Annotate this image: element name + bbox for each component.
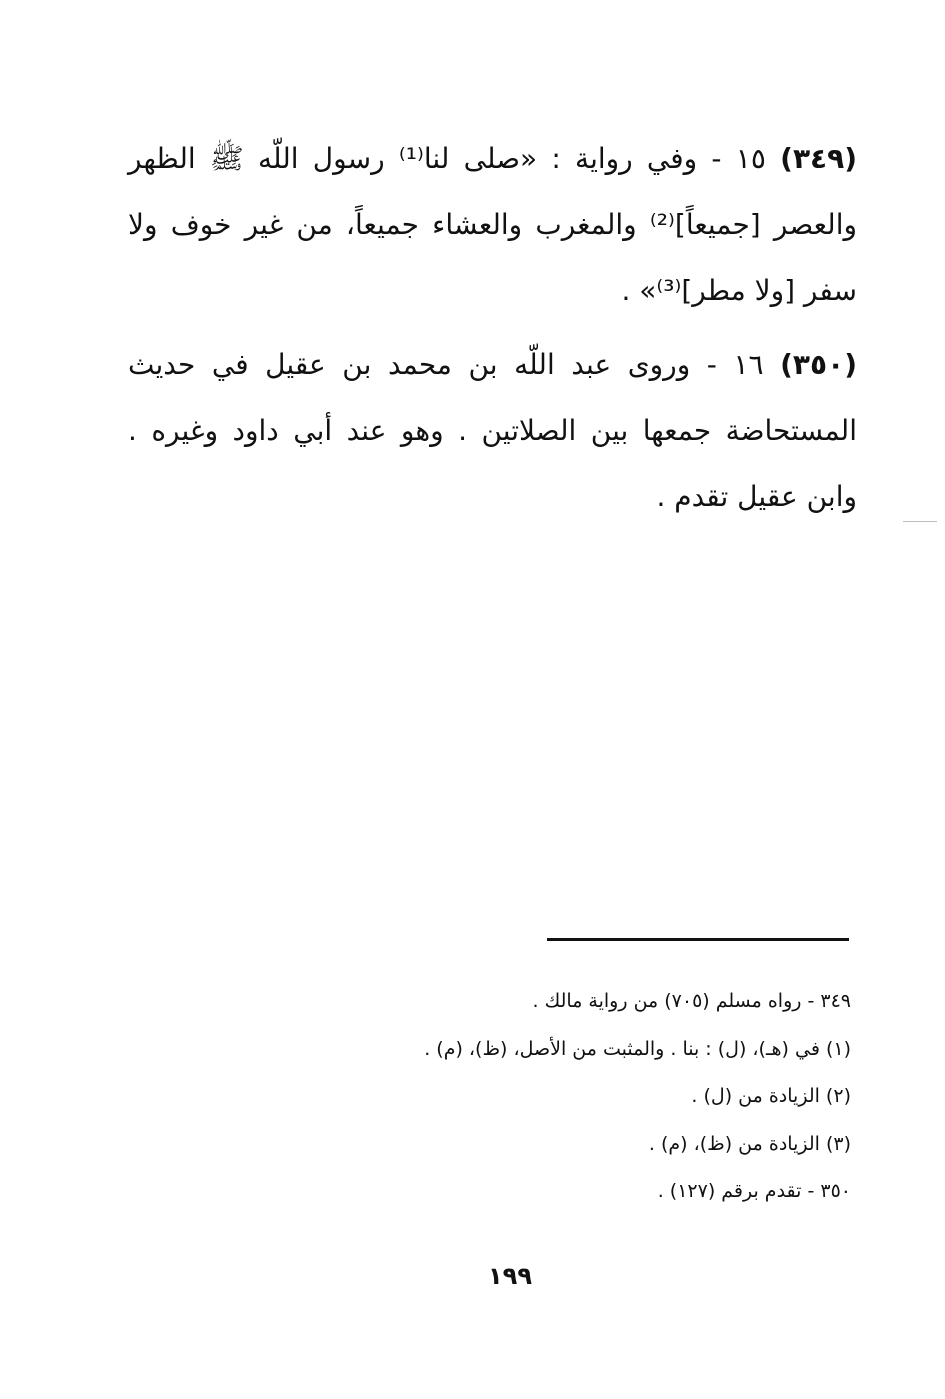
entry-349	[128, 126, 857, 324]
margin-mark	[903, 521, 937, 522]
footnote-item: (١) في (هـ)، (ل) : بنا . والمثبت من الأصل، (ظ)، (م) .	[424, 1037, 851, 1060]
footnote-item: ٣٤٩ - رواه مسلم (٧٠٥) من رواية مالك .	[532, 990, 851, 1012]
footnote-separator	[547, 938, 849, 941]
entry-text: ١٦ - وروى عبد اللّه بن محمد بن عقيل في حديث المستحاضة جمعها بين الصلاتين . وهو عند أبي داود وغيره . وابن عقيل تقدم .	[128, 348, 857, 513]
entry-350	[128, 332, 857, 530]
entry-number: (٣٤٩)	[780, 142, 858, 175]
footnote-item: ٣٥٠ - تقدم برقم (١٢٧) .	[657, 1180, 851, 1202]
main-text-body	[128, 126, 857, 538]
page-number: ١٩٩	[488, 1262, 532, 1290]
entry-text: ١٥ - وفي رواية : «صلى لنا⁽¹⁾ رسول اللّه ﷺ الظهر والعصر [جميعاً]⁽²⁾ والمغرب والعشاء جميعاً، من غير خوف ولا سفر [ولا مطر]⁽³⁾» .	[128, 142, 857, 307]
footnote-item: (٢) الزيادة من (ل) .	[691, 1085, 851, 1107]
footnote-item: (٣) الزيادة من (ظ)، (م) .	[648, 1132, 851, 1155]
footnotes	[200, 978, 851, 1216]
entry-number: (٣٥٠)	[780, 348, 857, 381]
